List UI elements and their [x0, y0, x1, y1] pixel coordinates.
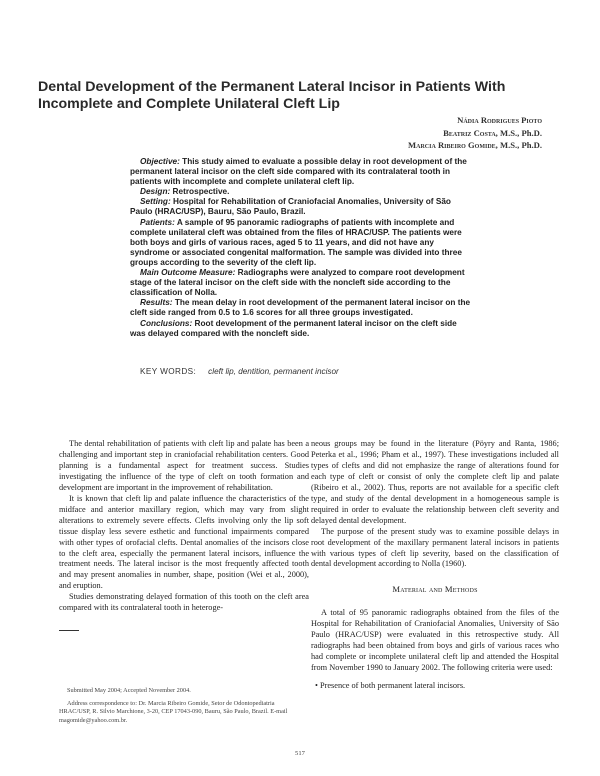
- footnotes: [59, 687, 299, 725]
- abstract-text: Radiographs were analyzed to compare root development stage of the lateral incisor on the cleft side with the noncleft side according to the classification of Nolla.: [130, 268, 465, 298]
- body-paragraph: Studies demonstrating delayed formation of this tooth on the cleft area compared with its contralateral tooth in heteroge-: [59, 592, 309, 613]
- abstract: [130, 157, 472, 339]
- article-title: Dental Development of the Permanent Lateral Incisor in Patients With Incomplete and Complete Unilateral Cleft Lip: [38, 78, 506, 112]
- author-degree: , M.S., Ph.D.: [495, 127, 542, 138]
- author-list: [408, 114, 542, 152]
- body-paragraph: The dental rehabilitation of patients with cleft lip and palate has been a challenging and important step in craniofacial rehabilitation centers. Good planning is a fundamental aspect for treatment success. Studies investigating the influence of the type of cleft on tooth formation and development are important in the improvement of rehabilitation.: [59, 439, 309, 492]
- keywords-value: cleft lip, dentition, permanent incisor: [208, 367, 339, 376]
- abstract-conclusions: [130, 319, 472, 339]
- abstract-results: [130, 298, 472, 318]
- abstract-text: Hospital for Rehabilitation of Craniofacial Anomalies, University of São Paulo (HRAC/USP), Bauru, São Paulo, Brazil.: [130, 197, 451, 217]
- body-paragraph: The purpose of the present study was to examine possible delays in root development of the maxillary permanent lateral incisors in patients with various types of cleft lip severity, based on the classification of dental development according to Nolla (1960).: [311, 526, 559, 569]
- author-name: Beatriz Costa: [443, 127, 496, 138]
- abstract-design: [130, 187, 472, 197]
- abstract-outcome: [130, 268, 472, 298]
- body-column-left: [59, 439, 309, 614]
- abstract-objective: [130, 157, 472, 187]
- abstract-text: The mean delay in root development of the permanent lateral incisor on the cleft side ranged from 0.5 to 1.6 scores for all three groups investigated.: [130, 298, 471, 318]
- body-column-right: [311, 439, 559, 692]
- author-line: [408, 127, 542, 140]
- page-number: 517: [295, 750, 305, 757]
- abstract-label: Setting:: [140, 197, 171, 207]
- keywords: [140, 367, 339, 376]
- author-degree: , M.S., Ph.D.: [495, 140, 542, 150]
- abstract-text: Retrospective.: [170, 187, 230, 197]
- footnote-rule: [59, 630, 79, 631]
- keywords-label: KEY WORDS:: [140, 367, 197, 376]
- abstract-label: Conclusions:: [140, 318, 193, 328]
- body-paragraph: A total of 95 panoramic radiographs obtained from the files of the Hospital for Rehabilitation of Craniofacial Anomalies, University of São Paulo (HRAC/USP) were evaluated in this retrospective study. All radiographs had been obtained from boys and girls of various races who had complete or incomplete unilateral cleft lip and attended the Hospital from November 1990 to January 2002. The following criteria were used:: [311, 608, 559, 673]
- abstract-text: A sample of 95 panoramic radiographs of patients with incomplete and complete unilateral cleft was obtained from the files of HRAC/USP. The patients were both boys and girls of various races, aged 5 to 11 years, and did not have any syndrome or associated congenital malformation. The sample was divided into three groups according to the severity of the cleft lip.: [130, 217, 462, 267]
- abstract-text: This study aimed to evaluate a possible delay in root development of the permanent lateral incisor on the cleft side compared with its contralateral tooth in patients with incomplete and complete unilateral cleft lip.: [130, 157, 467, 187]
- abstract-setting: [130, 197, 472, 217]
- footnote-submitted: Submitted May 2004; Accepted November 2004.: [67, 687, 191, 694]
- abstract-text: Root development of the permanent lateral incisor on the cleft side was delayed compared with the noncleft side.: [130, 318, 457, 338]
- abstract-patients: [130, 218, 472, 268]
- section-heading: Material and Methods: [392, 584, 478, 595]
- author-line: [408, 114, 542, 127]
- author-line: [408, 139, 542, 152]
- abstract-label: Patients:: [140, 217, 175, 227]
- criteria-bullet: • Presence of both permanent lateral incisors.: [315, 681, 466, 691]
- footnote-address: Address correspondence to: Dr. Marcia Ribeiro Gomide, Setor de Odontopediatria HRAC/USP, R. Silvio Marchione, 3-20, CEP 17043-090, Bauru, São Paulo, Brazil. E-mail magomide@yahoo.com.br.: [59, 699, 288, 724]
- abstract-label: Results:: [140, 298, 173, 308]
- abstract-label: Objective:: [140, 157, 180, 166]
- abstract-label: Main Outcome Measure:: [140, 268, 236, 278]
- body-paragraph: It is known that cleft lip and palate influence the characteristics of the midface and anterior maxillary region, which may vary from slight alterations to extremely severe effects. Clefts involving only the lip soft tissue display less severe esthetic and functional impairments compared with other types of orofacial clefts. Dental anomalies of the incisors close to the cleft area, especially the permanent lateral incisors, influence the treatment needs. The lateral incisor is the most frequently affected tooth and may present anomalies in number, shape, position (Wei et al., 2000), and eruption.: [59, 493, 309, 591]
- author-name: Nádia Rodrigues Pioto: [457, 115, 542, 125]
- body-paragraph: neous groups may be found in the literature (Pöyry and Ranta, 1986; Peterka et al., 1996; Pham et al., 1997). These investigations included all types of clefts and did not emphasize the range of alterations found for each type of cleft or consist of only the complete cleft lip and palate (Ribeiro et al., 2002). Thus, reports are not available for a specific cleft type, and study of the dental development in a homogeneous sample is required in order to evaluate the relationship between cleft severity and delayed dental development.: [311, 439, 559, 525]
- author-name: Marcia Ribeiro Gomide: [408, 140, 496, 150]
- abstract-label: Design:: [140, 187, 171, 197]
